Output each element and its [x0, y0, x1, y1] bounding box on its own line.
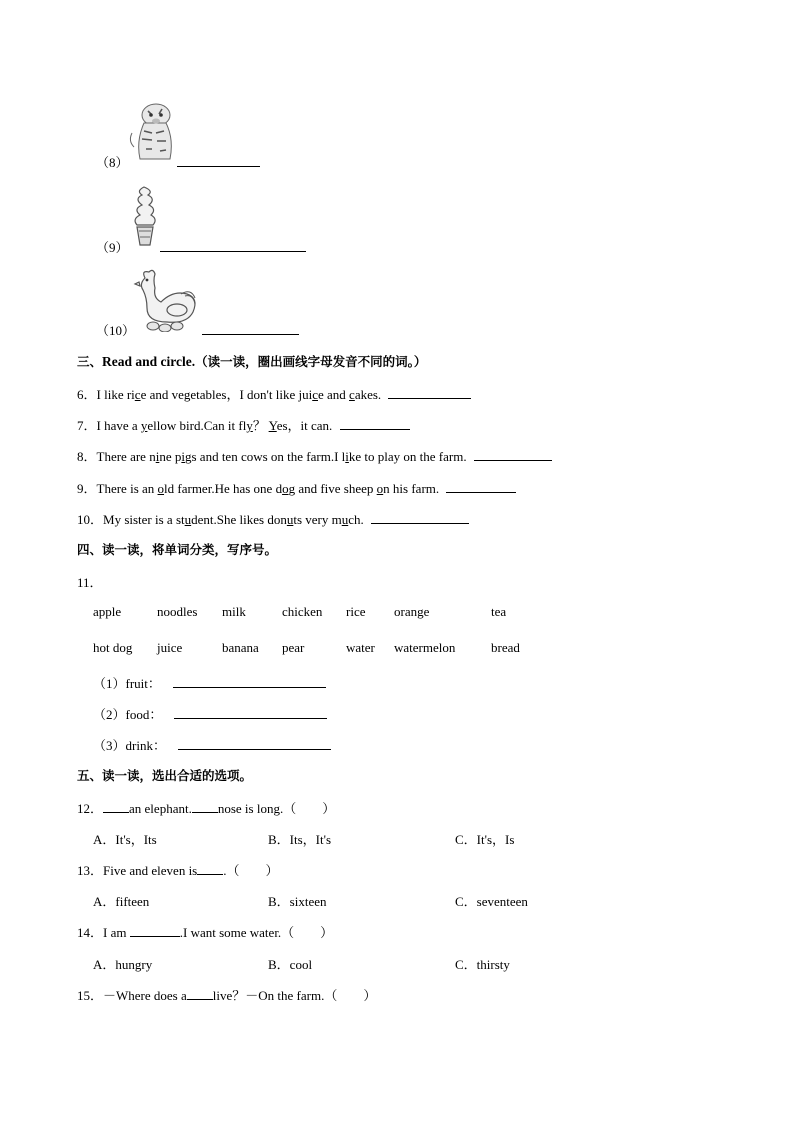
- word: juice: [157, 640, 183, 655]
- word: pear: [282, 640, 305, 655]
- section-4-heading: 四、读一读，将单词分类，写序号。: [77, 542, 278, 557]
- answer-blank[interactable]: [187, 988, 213, 1000]
- word: rice: [346, 604, 366, 619]
- word: chicken: [282, 604, 323, 619]
- option-a[interactable]: A．hungry: [93, 957, 153, 972]
- answer-blank[interactable]: [177, 155, 260, 167]
- answer-blank[interactable]: [388, 387, 471, 399]
- word: watermelon: [394, 640, 456, 655]
- word: milk: [222, 604, 246, 619]
- category-food: （2）food：: [93, 704, 327, 723]
- picture-item-number: （9）: [96, 240, 129, 255]
- question-9: 9．There is an old farmer.He has one dog and five sheep on his farm.: [77, 478, 516, 497]
- picture-item-number: （10）: [96, 323, 136, 338]
- question-15: 15．－Where does a live？－On the farm.（ ）: [77, 988, 377, 1003]
- option-b[interactable]: B．Its，It's: [268, 832, 332, 847]
- answer-blank[interactable]: [446, 481, 516, 493]
- question-12: 12． an elephant. nose is long.（ ）: [77, 801, 336, 816]
- option-a[interactable]: A．It's，Its: [93, 832, 157, 847]
- option-c[interactable]: C．It's，Is: [455, 832, 515, 847]
- answer-blank[interactable]: [202, 323, 299, 335]
- option-c[interactable]: C．thirsty: [455, 957, 510, 972]
- answer-blank[interactable]: [474, 449, 552, 461]
- answer-blank[interactable]: [371, 512, 469, 524]
- section-3-heading: 三、Read and circle.（读一读，圈出画线字母发音不同的词。）: [77, 354, 427, 369]
- hen-icon: [133, 268, 201, 332]
- question-8: 8．There are nine pigs and ten cows on the farm.I like to play on the farm.: [77, 446, 552, 465]
- tiger-icon: [126, 101, 178, 165]
- answer-blank[interactable]: [173, 676, 326, 688]
- answer-blank[interactable]: [130, 925, 180, 937]
- option-b[interactable]: B．sixteen: [268, 894, 327, 909]
- word: orange: [394, 604, 430, 619]
- word: tea: [491, 604, 507, 619]
- question-13: 13．Five and eleven is .（ ）: [77, 863, 279, 878]
- ice-cream-icon: [130, 185, 160, 247]
- answer-blank[interactable]: [160, 240, 306, 252]
- category-drink: （3）drink：: [93, 735, 331, 754]
- option-c[interactable]: C．seventeen: [455, 894, 528, 909]
- answer-blank[interactable]: [178, 738, 331, 750]
- word: water: [346, 640, 375, 655]
- answer-blank[interactable]: [103, 801, 129, 813]
- answer-blank[interactable]: [340, 418, 410, 430]
- category-fruit: （1）fruit：: [93, 673, 326, 692]
- section-5-heading: 五、读一读，选出合适的选项。: [77, 768, 253, 783]
- word: apple: [93, 604, 122, 619]
- answer-blank[interactable]: [197, 863, 223, 875]
- answer-blank[interactable]: [192, 801, 218, 813]
- question-7: 7．I have a yellow bird.Can it fly？ Yes，it can.: [77, 415, 410, 434]
- answer-blank[interactable]: [174, 707, 327, 719]
- picture-item-number: （8）: [96, 155, 129, 170]
- question-6: 6．I like rice and vegetables，I don't like juice and cakes.: [77, 384, 471, 403]
- question-10: 10．My sister is a student.She likes donuts very much.: [77, 509, 469, 528]
- word: banana: [222, 640, 259, 655]
- word: noodles: [157, 604, 198, 619]
- question-14: 14．I am .I want some water.（ ）: [77, 925, 334, 940]
- option-b[interactable]: B．cool: [268, 957, 313, 972]
- word: bread: [491, 640, 520, 655]
- question-11-number: 11．: [77, 575, 103, 590]
- option-a[interactable]: A．fifteen: [93, 894, 150, 909]
- word: hot dog: [93, 640, 133, 655]
